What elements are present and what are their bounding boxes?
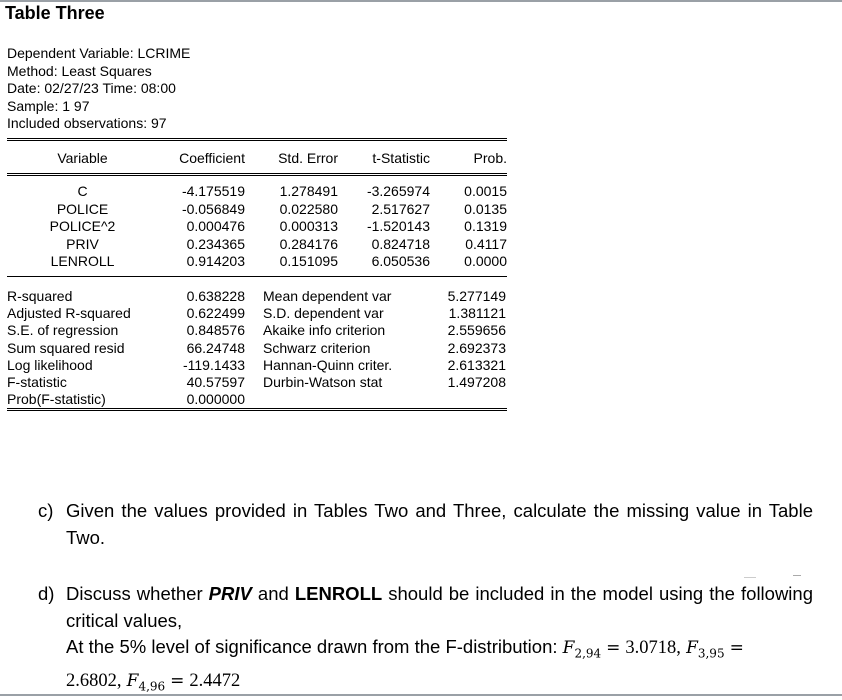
variable-priv: PRIV (208, 583, 252, 604)
stat-value: 0.638228 (186, 288, 245, 304)
regression-metadata (7, 45, 190, 133)
stat-value: 0.848576 (186, 322, 245, 339)
stat-label: Mean dependent var (263, 288, 392, 304)
stat-label: F-statistic (7, 373, 67, 390)
meta-observations: Included observations: 97 (7, 115, 167, 131)
scan-artifact (744, 577, 756, 578)
stat-label: S.E. of regression (7, 322, 119, 339)
table-title: Table Three (5, 3, 105, 23)
header-std-error: Std. Error (278, 150, 338, 166)
row-prob: 0.1319 (464, 218, 507, 235)
row-variable: PRIV (66, 235, 99, 252)
header-coefficient: Coefficient (179, 150, 245, 166)
row-t-statistic: 6.050536 (371, 253, 430, 270)
row-coefficient: 0.000476 (186, 218, 245, 235)
stat-value: 1.381121 (448, 305, 506, 322)
stat-value: 5.277149 (447, 288, 506, 304)
stats-rule (7, 276, 507, 277)
row-coefficient: -0.056849 (181, 200, 245, 217)
meta-sample: Sample: 1 97 (7, 97, 90, 114)
row-std-error: 1.278491 (279, 183, 338, 199)
header-prob: Prob. (473, 150, 507, 166)
row-variable: LENROLL (50, 253, 115, 270)
stat-label: Durbin-Watson stat (263, 373, 383, 390)
table-bottom-rule (7, 408, 507, 411)
stat-value: 0.000000 (186, 391, 245, 408)
row-prob: 0.0015 (464, 183, 507, 199)
question-d (38, 581, 813, 700)
top-border (0, 0, 842, 2)
row-std-error: 0.022580 (279, 200, 338, 217)
question-d-text (66, 581, 813, 700)
header-variable: Variable (57, 150, 108, 166)
critical-value-f-2-94: $F_{2,94} = 3.0718$, (562, 638, 681, 661)
bottom-border (0, 694, 842, 696)
question-d-critical-intro: At the 5% level of significance drawn from the F-distribution: (66, 636, 563, 657)
row-coefficient: 0.234365 (186, 235, 245, 252)
row-coefficient: -4.175519 (181, 183, 245, 199)
stat-label: R-squared (7, 288, 73, 304)
row-prob: 0.0000 (464, 253, 507, 270)
stat-label: S.D. dependent var (263, 305, 384, 322)
stat-value: 40.57597 (186, 373, 245, 390)
meta-dependent-variable: Dependent Variable: LCRIME (7, 45, 191, 61)
stat-label: Hannan-Quinn criter. (263, 356, 393, 373)
critical-value-f-4-96: $F_{4,96} = 2.4472$ (126, 670, 241, 694)
scan-artifact (793, 575, 801, 576)
header-t-statistic: t-Statistic (372, 150, 430, 166)
stat-value: -119.1433 (182, 356, 245, 373)
stat-value: 2.559656 (447, 322, 506, 339)
question-c-label: c) (38, 500, 54, 521)
row-std-error: 0.151095 (279, 253, 338, 270)
stat-value: 2.613321 (447, 356, 506, 373)
stats-left-labels (7, 288, 131, 408)
critical-value-f-3-95: $F_{3,95}$ = 2.6802, (66, 638, 744, 691)
stat-label: Schwarz criterion (263, 339, 371, 356)
stat-value: 2.692373 (447, 339, 506, 356)
stats-right-values (420, 288, 506, 391)
row-t-statistic: -3.265974 (366, 183, 430, 199)
row-t-statistic: 2.517627 (371, 200, 430, 217)
stat-label: Adjusted R-squared (7, 305, 131, 322)
question-d-text-1: Discuss whether (66, 583, 209, 604)
row-t-statistic: 0.824718 (371, 235, 430, 252)
question-d-text-3: should be included in the model using the following critical values, (66, 583, 813, 631)
stats-left-values (165, 288, 245, 408)
stat-label: Sum squared resid (7, 339, 125, 356)
stat-value: 0.622499 (186, 305, 245, 322)
stat-label: Akaike info criterion (263, 322, 386, 339)
header-rule (7, 173, 507, 176)
stat-value: 1.497208 (447, 373, 506, 390)
table-top-rule (7, 138, 507, 141)
row-variable: POLICE^2 (49, 218, 116, 235)
stats-right-labels (263, 288, 392, 391)
question-c (38, 498, 813, 551)
row-variable: C (77, 183, 88, 199)
stat-value: 66.24748 (186, 339, 245, 356)
row-prob: 0.4117 (465, 235, 507, 252)
row-std-error: 0.284176 (279, 235, 338, 252)
stat-label: Log likelihood (7, 356, 93, 373)
row-prob: 0.0135 (464, 200, 507, 217)
row-std-error: 0.000313 (279, 218, 338, 235)
meta-method: Method: Least Squares (7, 62, 152, 79)
question-d-label: d) (38, 583, 55, 604)
row-coefficient: 0.914203 (186, 253, 245, 270)
stat-label: Prob(F-statistic) (7, 391, 106, 408)
question-d-text-2: and (251, 583, 295, 604)
meta-date-time: Date: 02/27/23 Time: 08:00 (7, 80, 176, 96)
row-t-statistic: -1.520143 (366, 218, 430, 235)
row-variable: POLICE (56, 200, 109, 217)
variable-lenroll: LENROLL (294, 583, 383, 604)
question-c-text: Given the values provided in Tables Two and Three, calculate the missing value in Table Two. (66, 500, 813, 548)
